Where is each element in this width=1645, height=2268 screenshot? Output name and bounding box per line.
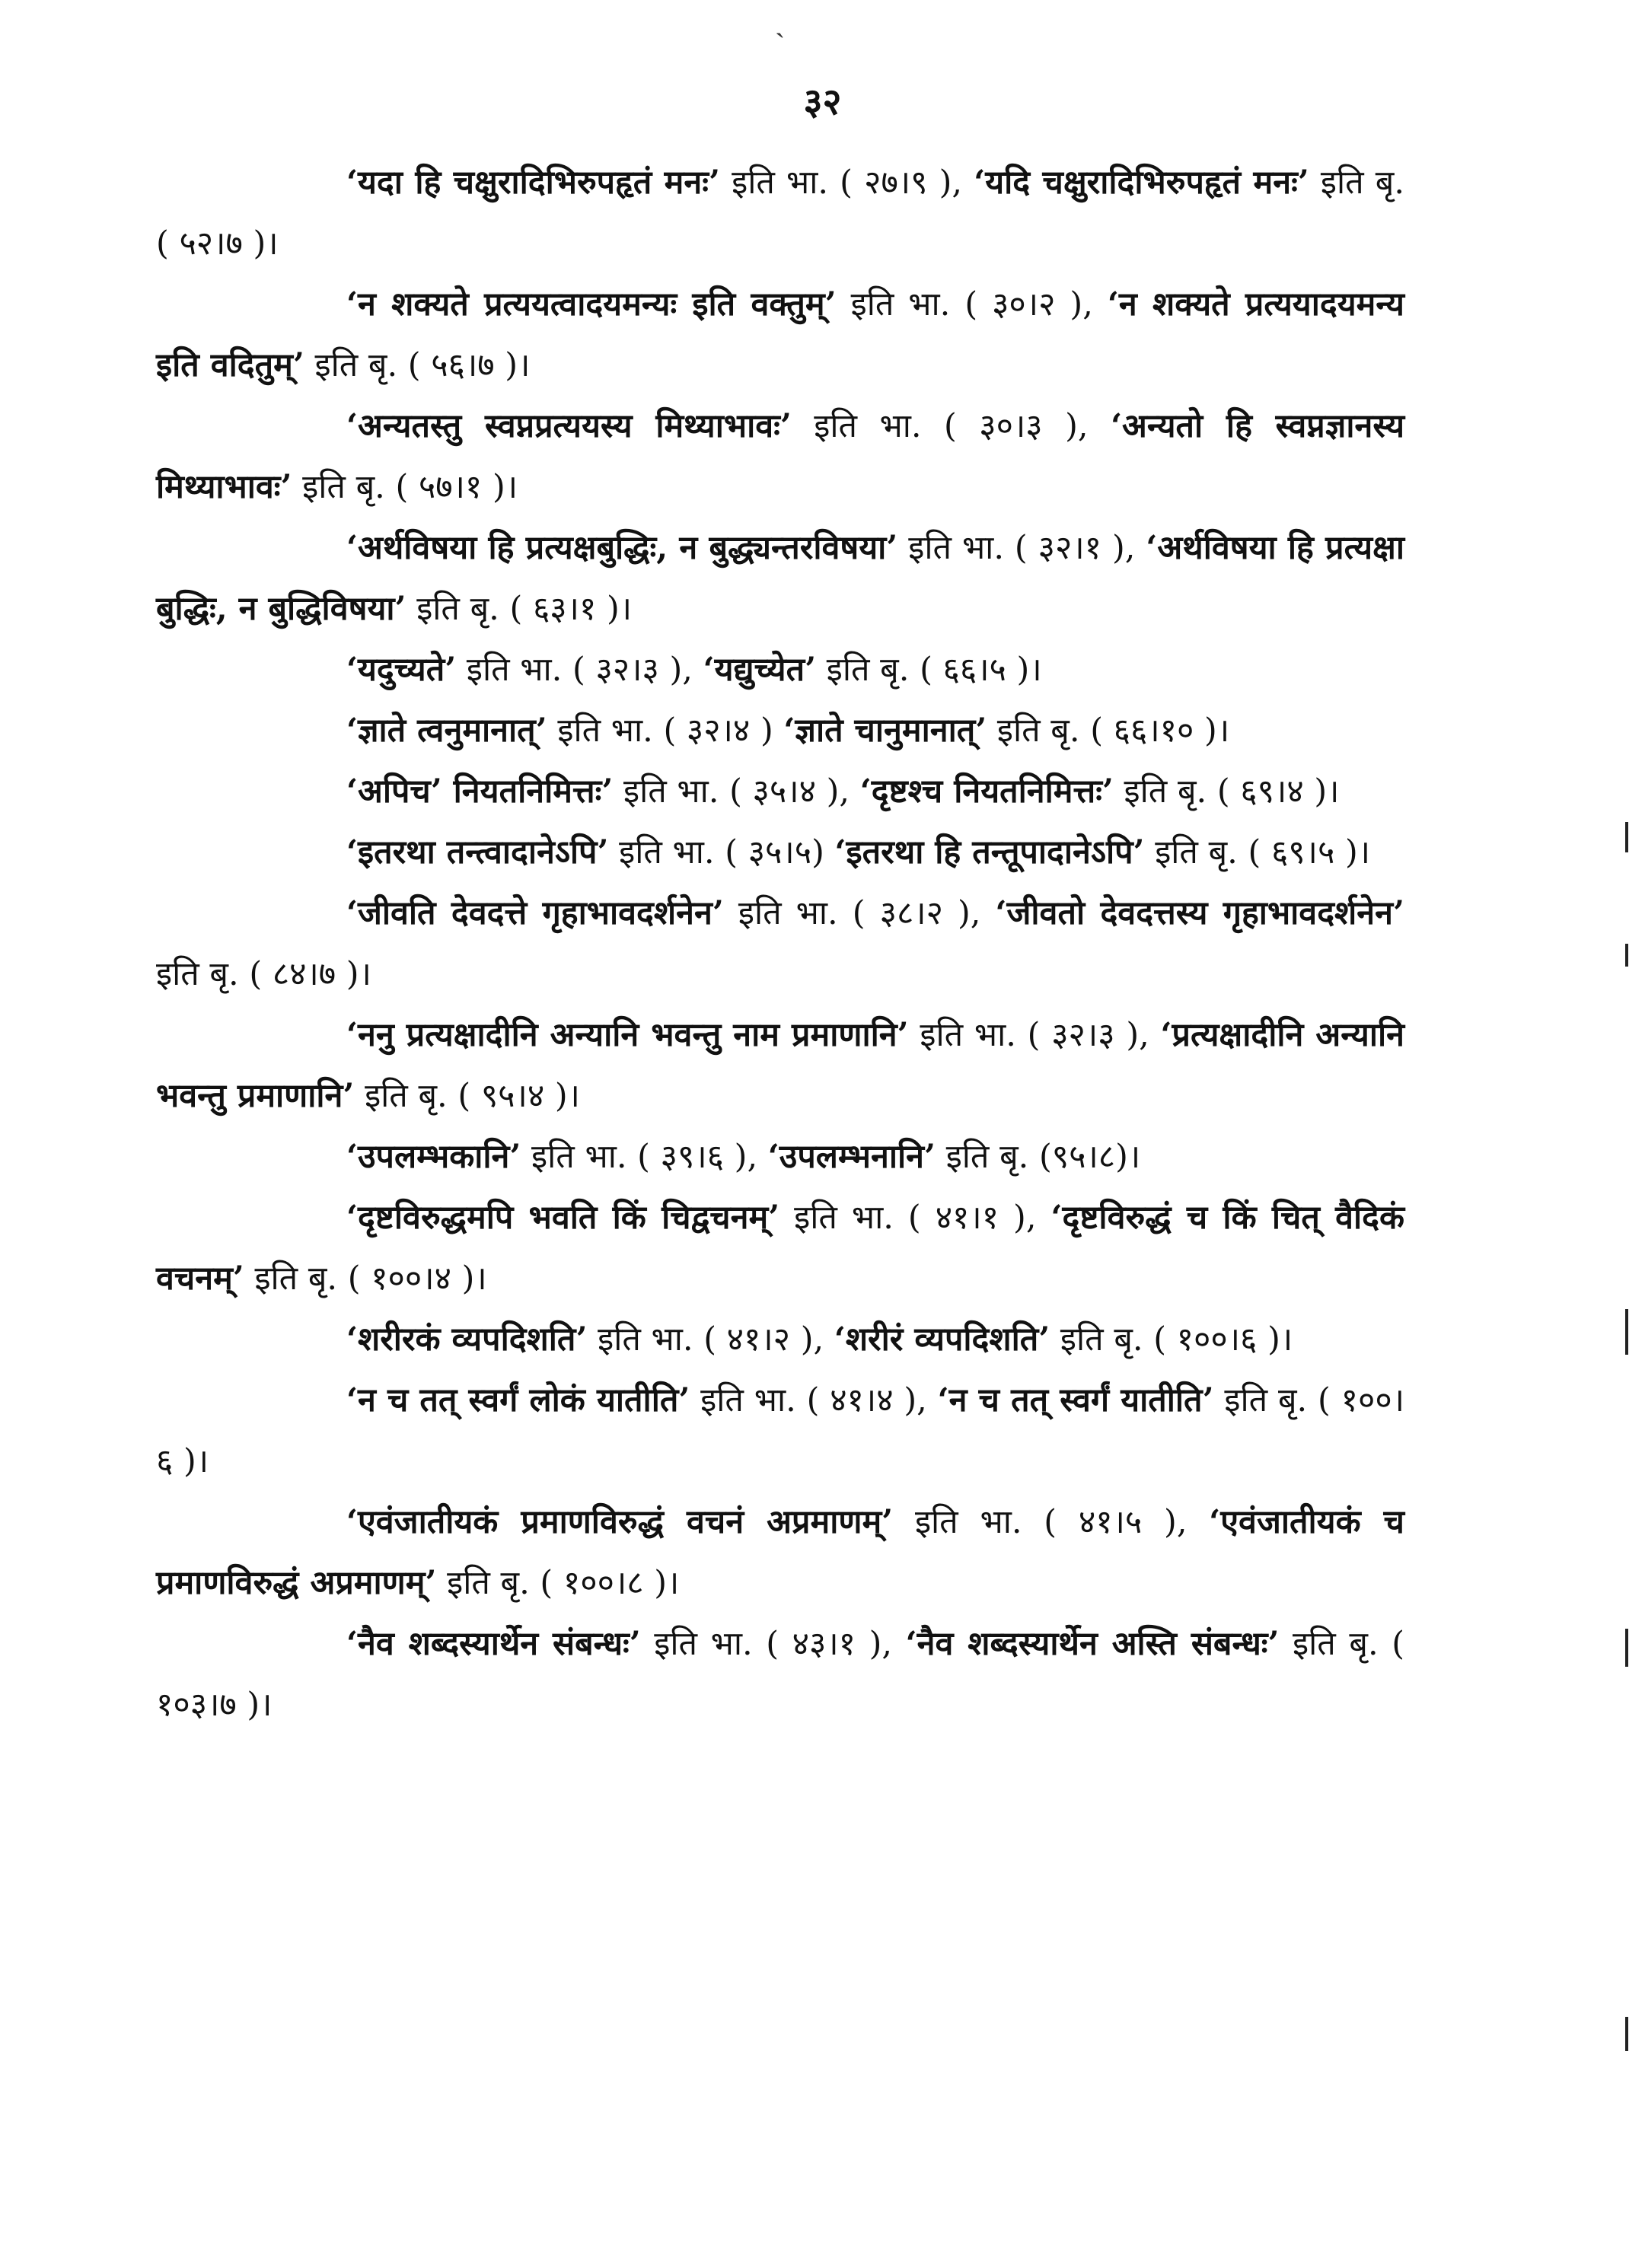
comparison-entry	[156, 700, 1404, 761]
comparison-entry	[156, 639, 1404, 700]
brihati-ref: इति बृ. ( ६३।१ )।	[416, 590, 633, 628]
bhashya-quote: ‘यदा हि चक्षुरादिभिरुपहृतं मनः’	[346, 164, 720, 202]
bhashya-quote: ‘शरीरकं व्यपदिशति’	[346, 1320, 588, 1359]
brihati-ref: इति बृ. ( ५७।१ )।	[302, 468, 518, 506]
bhashya-quote: ‘न शक्यते प्रत्ययत्वादयमन्यः इति वक्तुम्’	[346, 285, 837, 323]
brihati-ref: इति बृ. ( ६६।५ )।	[826, 651, 1042, 689]
bhashya-quote: ‘अन्यतस्तु स्वप्नप्रत्ययस्य मिथ्याभावः’	[346, 407, 792, 445]
bhashya-quote: ‘जीवति देवदत्ते गृहाभावदर्शनेन’	[346, 894, 724, 932]
bhashya-quote: ‘एवंजातीयकं प्रमाणविरुद्धं वचनं अप्रमाणम्’	[346, 1503, 894, 1541]
brihati-ref: इति बृ. ( १०३।७ )।	[156, 1625, 1404, 1724]
scan-edge-mark	[1625, 2017, 1628, 2051]
bhashya-ref: इति भा. ( ३५।५)	[619, 833, 824, 871]
bhashya-quote: ‘इतरथा तन्त्वादानेऽपि’	[346, 833, 609, 871]
bhashya-quote: ‘ननु प्रत्यक्षादीनि अन्यानि भवन्तु नाम प्रमाणानि’	[346, 1016, 909, 1054]
brihati-ref: इति बृ. (९५।८)।	[945, 1138, 1141, 1176]
brihati-quote: ‘एवंजातीयकं च प्रमाणविरुद्धं अप्रमाणम्’	[156, 1503, 1404, 1602]
bhashya-ref: इति भा. ( ३२।३ ),	[466, 651, 693, 689]
brihati-quote: ‘उपलम्भनानि’	[767, 1138, 936, 1176]
bhashya-ref: इति भा. ( ४१।४ ),	[700, 1381, 927, 1419]
comparison-entry	[156, 1492, 1404, 1613]
bhashya-ref: इति भा. ( २७।९ ),	[732, 164, 963, 202]
comparison-entry	[156, 1187, 1404, 1309]
brihati-quote: ‘अन्यतो हि स्वप्नज्ञानस्य मिथ्याभावः’	[156, 407, 1405, 506]
comparison-list	[156, 152, 1404, 1735]
bhashya-ref: इति भा. ( ४३।१ ),	[654, 1625, 893, 1663]
bhashya-ref: इति भा. ( ४१।१ ),	[794, 1199, 1037, 1237]
scan-edge-mark	[1625, 1629, 1628, 1667]
scan-edge-mark	[1625, 822, 1628, 852]
comparison-entry	[156, 274, 1404, 396]
brihati-ref: इति बृ. ( ५६।७ )।	[314, 346, 531, 384]
comparison-entry	[156, 396, 1404, 518]
brihati-quote: ‘दृष्टविरुद्धं च किं चित् वैदिकं वचनम्’	[156, 1199, 1405, 1298]
bhashya-quote: ‘नैव शब्दस्यार्थेन संबन्धः’	[346, 1625, 641, 1663]
bhashya-quote: ‘अर्थविषया हि प्रत्यक्षबुद्धिः, न बुद्ध्यन्तरविषया’	[346, 529, 898, 567]
brihati-quote: ‘अर्थविषया हि प्रत्यक्षा बुद्धिः, न बुद्धिविषया’	[156, 529, 1404, 628]
comparison-entry	[156, 883, 1404, 1005]
bhashya-ref: इति भा. ( ३९।६ ),	[531, 1138, 758, 1176]
comparison-entry	[156, 518, 1404, 639]
scan-edge-mark	[1625, 944, 1628, 967]
brihati-ref: इति बृ. ( ६६।१० )।	[996, 712, 1230, 750]
brihati-quote: ‘नैव शब्दस्यार्थेन अस्ति संबन्धः’	[905, 1625, 1280, 1663]
brihati-quote: ‘न च तत् स्वर्गं यातीति’	[937, 1381, 1214, 1419]
bhashya-ref: इति भा. ( ३२।४ )	[557, 712, 773, 750]
brihati-quote: ‘ज्ञाते चानुमानात्’	[783, 712, 987, 750]
bhashya-ref: इति भा. ( ३५।४ ),	[623, 772, 850, 811]
bhashya-quote: ‘उपलम्भकानि’	[346, 1138, 521, 1176]
brihati-quote: ‘न शक्यते प्रत्ययादयमन्य इति वदितुम्’	[156, 285, 1404, 384]
comparison-entry	[156, 822, 1404, 883]
bhashya-ref: इति भा. ( ३२।१ ),	[908, 529, 1136, 567]
brihati-ref: इति बृ. ( १००।६ )।	[156, 1381, 1404, 1480]
bhashya-ref: इति भा. ( ४१।२ ),	[598, 1320, 824, 1359]
brihati-ref: इति बृ. ( ९५।४ )।	[365, 1077, 580, 1115]
bhashya-ref: इति भा. ( ४१।५ ),	[914, 1503, 1188, 1541]
comparison-entry	[156, 152, 1404, 274]
bhashya-quote: ‘न च तत् स्वर्गं लोकं यातीति’	[346, 1381, 690, 1419]
brihati-ref: इति बृ. ( ६९।५ )।	[1155, 833, 1371, 871]
brihati-quote: ‘इतरथा हि तन्तूपादानेऽपि’	[834, 833, 1145, 871]
comparison-entry	[156, 1370, 1404, 1492]
brihati-ref: इति बृ. ( १००।६ )।	[1060, 1320, 1293, 1359]
brihati-ref: इति बृ. ( ६९।४ )।	[1124, 772, 1340, 811]
brihati-ref: इति बृ. ( ८४।७ )।	[156, 955, 371, 993]
comparison-entry	[156, 1126, 1404, 1187]
bhashya-quote: ‘अपिच’ नियतनिमित्तः’	[346, 772, 614, 811]
scan-edge-mark	[1625, 1309, 1628, 1355]
bhashya-ref: इति भा. ( ३०।२ ),	[850, 285, 1093, 323]
comparison-entry	[156, 761, 1404, 822]
brihati-quote: ‘जीवतो देवदत्तस्य गृहाभावदर्शनेन’	[995, 894, 1404, 932]
bhashya-quote: ‘ज्ञाते त्वनुमानात्’	[346, 712, 547, 750]
bhashya-ref: इति भा. ( ३२।३ ),	[920, 1016, 1149, 1054]
brihati-quote: ‘दृष्टश्च नियतनिमित्तः’	[859, 772, 1114, 811]
bhashya-quote: ‘यदुच्यते’	[346, 651, 457, 689]
brihati-quote: ‘प्रत्यक्षादीनि अन्यानि भवन्तु प्रमाणानि’	[156, 1016, 1405, 1115]
page-top-mark: ˏ	[775, 4, 786, 39]
bhashya-ref: इति भा. ( ३८।२ ),	[738, 894, 981, 932]
brihati-ref: इति बृ. ( १००।४ )।	[254, 1260, 487, 1298]
brihati-ref: इति बृ. ( ५२।७ )।	[156, 164, 1405, 263]
comparison-entry	[156, 1005, 1404, 1126]
page-number: ३२	[803, 81, 842, 123]
brihati-quote: ‘यदि चक्षुरादिभिरुपहृतं मनः’	[974, 164, 1309, 202]
bhashya-quote: ‘दृष्टविरुद्धमपि भवति किं चिद्वचनम्’	[346, 1199, 780, 1237]
bhashya-ref: इति भा. ( ३०।३ ),	[814, 407, 1089, 445]
comparison-entry	[156, 1613, 1404, 1735]
brihati-ref: इति बृ. ( १००।८ )।	[447, 1564, 680, 1602]
brihati-quote: ‘शरीरं व्यपदिशति’	[834, 1320, 1050, 1359]
brihati-quote: ‘यद्युच्येत’	[703, 651, 817, 689]
comparison-entry	[156, 1309, 1404, 1370]
